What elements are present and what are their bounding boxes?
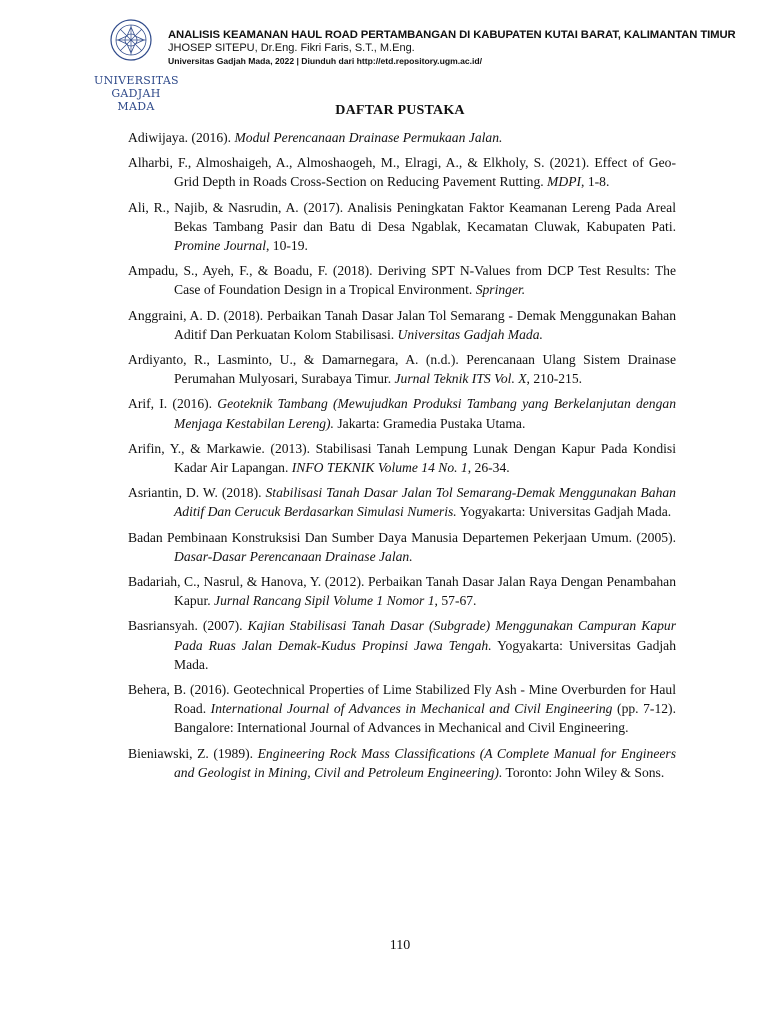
reference-after: , 57-67. [434, 593, 477, 609]
reference-before: Ampadu, S., Ayeh, F., & Boadu, F. (2018). Deriving SPT N-Values from DCP Test Results: The Case of Foundation Design in a Tropical Environment. [128, 263, 676, 298]
reference-before: Asriantin, D. W. (2018). [128, 485, 266, 501]
reference-entry [128, 744, 676, 782]
page-heading: DAFTAR PUSTAKA [335, 103, 465, 118]
logo-text-line1: UNIVERSITAS [94, 74, 179, 87]
ugm-seal-icon [108, 18, 154, 62]
reference-before: Arifin, Y., & Markawie. (2013). Stabilisasi Tanah Lempung Lunak Dengan Kapur Pada Kondisi Kadar Air Lapangan. [128, 440, 676, 476]
page-number: 110 [389, 938, 411, 953]
logo-text-line2: GADJAH MADA [111, 87, 161, 113]
reference-entry [128, 261, 676, 299]
reference-entry [128, 572, 676, 610]
reference-entry [128, 198, 676, 256]
reference-italic: Jurnal Teknik ITS Vol. X [394, 371, 527, 387]
reference-italic: Springer. [475, 282, 526, 298]
reference-entry [128, 528, 676, 566]
thesis-title: ANALISIS KEAMANAN HAUL ROAD PERTAMBANGAN DI KABUPATEN KUTAI BARAT, KALIMANTAN TIMUR [168, 29, 736, 41]
university-logo [94, 18, 179, 113]
reference-before: Ali, R., Najib, & Nasrudin, A. (2017). Analisis Peningkatan Faktor Keamanan Lereng Pada Areal Bekas Tambang Pasir dan Batu di Desa Ngablak, Kecamatan Cluwak, Kabupaten Pati. [128, 199, 676, 234]
reference-after: Toronto: John Wiley & Sons. [502, 764, 665, 780]
reference-italic: Geoteknik Tambang (Mewujudkan Produksi Tambang yang Berkelanjutan dengan Menjaga Kestabilan Lereng). [174, 396, 676, 431]
reference-entry [128, 483, 676, 521]
reference-before: Basriansyah. (2007). [128, 618, 248, 634]
reference-before: Alharbi, F., Almoshaigeh, A., Almoshaogeh, M., Elragi, A., & Elkholy, S. (2021). Effect of Geo-Grid Depth in Roads Cross-Section on Reducing Pavement Rutting. [128, 155, 676, 190]
thesis-source: Universitas Gadjah Mada, 2022 | Diunduh dari http://etd.repository.ugm.ac.id/ [168, 56, 483, 66]
reference-italic: Stabilisasi Tanah Dasar Jalan Tol Semarang-Demak Menggunakan Bahan Aditif Dan Cerucuk Berdasarkan Simulasi Numeris. [174, 485, 676, 520]
reference-before: Bieniawski, Z. (1989). [128, 745, 258, 761]
reference-italic: INFO TEKNIK Volume 14 No. 1 [291, 460, 468, 476]
reference-after: Jakarta: Gramedia Pustaka Utama. [333, 415, 526, 431]
reference-entry [128, 394, 676, 432]
reference-entry [128, 306, 676, 344]
header-text [168, 30, 760, 67]
thesis-authors: JHOSEP SITEPU, Dr.Eng. Fikri Faris, S.T., M.Eng. [168, 42, 415, 54]
reference-entry [128, 680, 676, 738]
reference-entry [128, 153, 676, 191]
reference-italic: International Journal of Advances in Mechanical and Civil Engineering [210, 701, 613, 717]
reference-list [128, 128, 676, 788]
reference-after: (pp. 7-12). Bangalore: International Journal of Advances in Mechanical and Civil Engineering. [174, 701, 676, 736]
reference-before: Behera, B. (2016). Geotechnical Properties of Lime Stabilized Fly Ash - Mine Overburden for Haul Road. [128, 682, 676, 717]
reference-italic: Engineering Rock Mass Classifications (A Complete Manual for Engineers and Geologist in Mining, Civil and Petroleum Engineering). [174, 745, 676, 780]
reference-after: , 210-215. [526, 371, 583, 387]
reference-after: , 10-19. [266, 238, 308, 254]
reference-before: Anggraini, A. D. (2018). Perbaikan Tanah Dasar Jalan Tol Semarang - Demak Menggunakan Bahan Aditif Dan Perkuatan Kolom Stabilisasi. [128, 307, 676, 342]
reference-before: Badariah, C., Nasrul, & Hanova, Y. (2012). Perbaikan Tanah Dasar Jalan Raya Dengan Penambahan Kapur. [128, 574, 676, 609]
reference-entry [128, 616, 676, 674]
reference-italic: Kajian Stabilisasi Tanah Dasar (Subgrade) Menggunakan Campuran Kapur Pada Ruas Jalan Demak-Kudus Propinsi Jawa Tengah. [174, 618, 677, 653]
reference-entry [128, 350, 676, 388]
reference-italic: Universitas Gadjah Mada. [397, 326, 543, 342]
reference-entry [128, 128, 676, 147]
reference-before: Badan Pembinaan Konstruksisi Dan Sumber Daya Manusia Departemen Pekerjaan Umum. (2005). [128, 529, 676, 545]
reference-after: Yogyakarta: Universitas Gadjah Mada. [456, 504, 672, 520]
reference-italic: Promine Journal [174, 238, 266, 254]
reference-entry [128, 439, 676, 477]
reference-italic: MDPI [547, 174, 582, 190]
reference-before: Ardiyanto, R., Lasminto, U., & Damarnegara, A. (n.d.). Perencanaan Ulang Sistem Drainase Perumahan Mulyosari, Surabaya Timur. [128, 352, 676, 387]
reference-after: Yogyakarta: Universitas Gadjah Mada. [174, 637, 676, 672]
reference-italic: Dasar-Dasar Perencanaan Drainase Jalan. [174, 548, 413, 564]
reference-before: Arif, I. (2016). [128, 396, 218, 412]
reference-after: , 1-8. [581, 174, 610, 190]
reference-before: Adiwijaya. (2016). [128, 130, 235, 145]
reference-italic: Jurnal Rancang Sipil Volume 1 Nomor 1 [214, 593, 435, 609]
reference-after: , 26-34. [467, 460, 510, 476]
reference-italic: Modul Perencanaan Drainase Permukaan Jalan. [234, 130, 503, 145]
